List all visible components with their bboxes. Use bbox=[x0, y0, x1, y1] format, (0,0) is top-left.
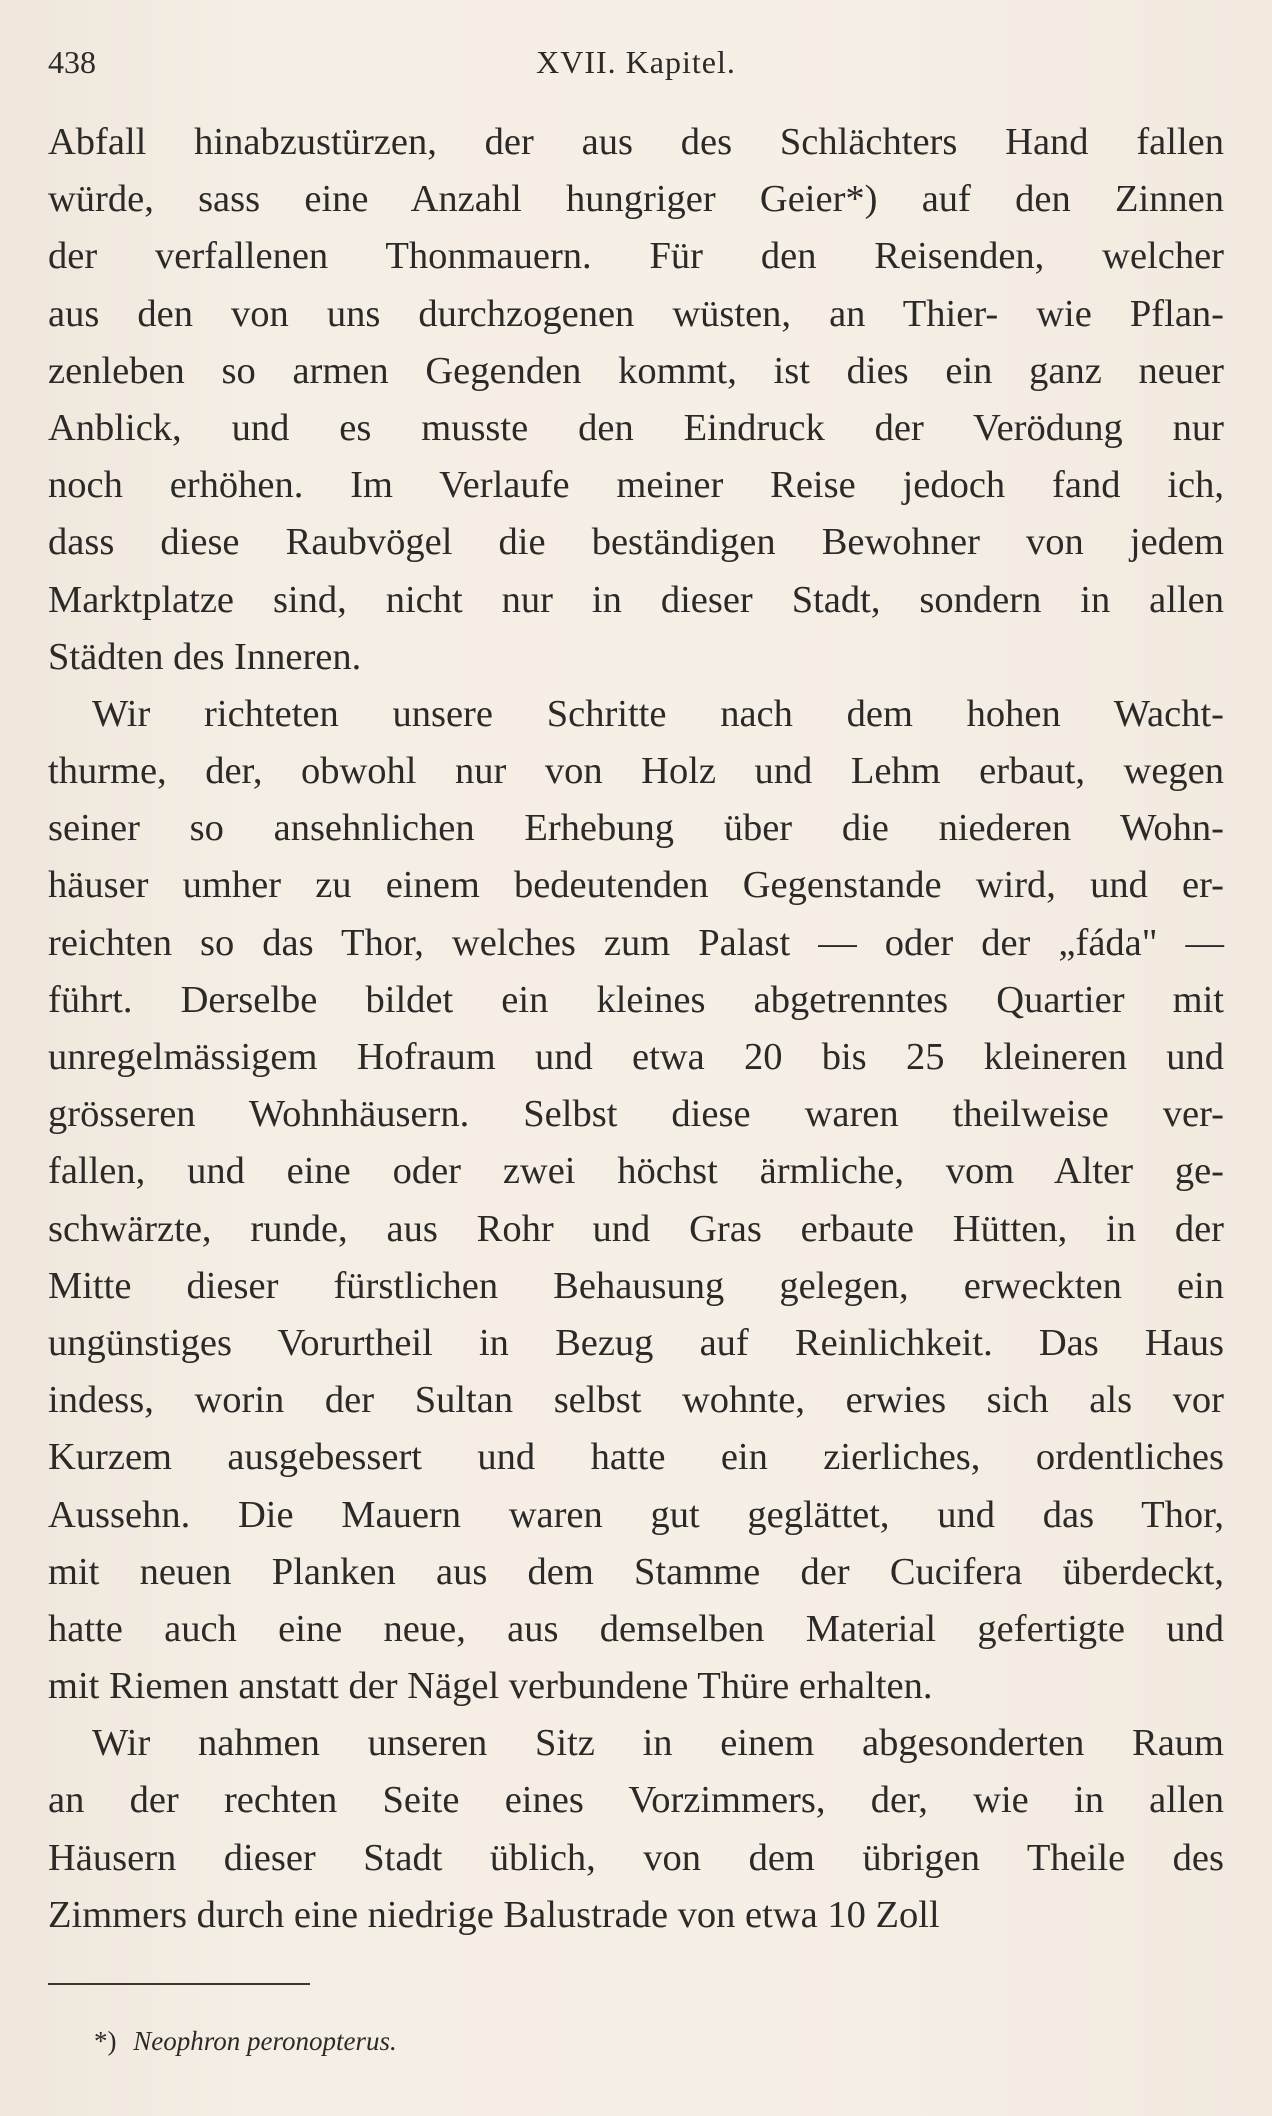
text-line: seiner so ansehnlichen Erhebung über die niederen Wohn- bbox=[48, 807, 1224, 850]
text-line: fallen, und eine oder zwei höchst ärmliche, vom Alter ge- bbox=[48, 1150, 1224, 1193]
text-line: mit Riemen anstatt der Nägel verbundene Thüre erhalten. bbox=[48, 1665, 933, 1708]
footnote-text: Neophron peronopterus. bbox=[133, 2026, 397, 2056]
footnote bbox=[94, 2026, 397, 2057]
paragraph bbox=[48, 686, 1224, 1715]
text-line: führt. Derselbe bildet ein kleines abgetrenntes Quartier mit bbox=[48, 978, 1224, 1021]
text-line: Wir nahmen unseren Sitz in einem abgesonderten Raum bbox=[92, 1722, 1224, 1765]
text-line: Marktplatze sind, nicht nur in dieser Stadt, sondern in allen bbox=[48, 578, 1224, 621]
text-line: mit neuen Planken aus dem Stamme der Cucifera überdeckt, bbox=[48, 1550, 1224, 1593]
text-line: der verfallenen Thonmauern. Für den Reisenden, welcher bbox=[48, 235, 1224, 278]
chapter-heading: XVII. Kapitel. bbox=[536, 44, 736, 80]
text-line: aus den von uns durchzogenen wüsten, an Thier- wie Pflan- bbox=[48, 292, 1224, 335]
text-line: unregelmässigem Hofraum und etwa 20 bis 25 kleineren und bbox=[48, 1036, 1224, 1078]
text-line: Wir richteten unsere Schritte nach dem hohen Wacht- bbox=[92, 692, 1224, 735]
text-line: häuser umher zu einem bedeutenden Gegenstande wird, und er- bbox=[48, 864, 1224, 907]
text-line: dass diese Raubvögel die beständigen Bewohner von jedem bbox=[48, 521, 1224, 564]
text-line: Städten des Inneren. bbox=[48, 635, 362, 678]
paragraph bbox=[48, 1715, 1224, 1944]
paragraph bbox=[48, 114, 1224, 686]
text-line: an der rechten Seite eines Vorzimmers, der, wie in allen bbox=[48, 1779, 1224, 1822]
text-line: Mitte dieser fürstlichen Behausung gelegen, erweckten ein bbox=[48, 1264, 1224, 1307]
text-line: Häusern dieser Stadt üblich, von dem übrigen Theile des bbox=[48, 1836, 1224, 1879]
text-line: zenleben so armen Gegenden kommt, ist dies ein ganz neuer bbox=[48, 349, 1224, 392]
text-line: grösseren Wohnhäusern. Selbst diese waren theilweise ver- bbox=[48, 1093, 1224, 1136]
text-line: Abfall hinabzustürzen, der aus des Schlächters Hand fallen bbox=[48, 121, 1224, 163]
text-line: hatte auch eine neue, aus demselben Material gefertigte und bbox=[48, 1607, 1224, 1650]
footnote-rule bbox=[48, 1983, 310, 1985]
footnote-marker: *) bbox=[94, 2026, 117, 2056]
text-line: Kurzem ausgebessert und hatte ein zierliches, ordentliches bbox=[48, 1436, 1224, 1479]
text-line: würde, sass eine Anzahl hungriger Geier*) auf den Zinnen bbox=[48, 178, 1224, 221]
text-line: reichten so das Thor, welches zum Palast — oder der „fáda" — bbox=[48, 921, 1224, 964]
text-line: thurme, der, obwohl nur von Holz und Lehm erbaut, wegen bbox=[48, 750, 1224, 793]
text-line: Zimmers durch eine niedrige Balustrade von etwa 10 Zoll bbox=[48, 1893, 940, 1936]
text-line: schwärzte, runde, aus Rohr und Gras erbaute Hütten, in der bbox=[48, 1207, 1224, 1250]
text-line: Aussehn. Die Mauern waren gut geglättet, und das Thor, bbox=[48, 1493, 1224, 1536]
text-line: noch erhöhen. Im Verlaufe meiner Reise jedoch fand ich, bbox=[48, 464, 1224, 507]
text-line: indess, worin der Sultan selbst wohnte, erwies sich als vor bbox=[48, 1379, 1224, 1422]
text-line: ungünstiges Vorurtheil in Bezug auf Reinlichkeit. Das Haus bbox=[48, 1321, 1224, 1364]
body-text bbox=[48, 114, 1224, 1944]
text-line: Anblick, und es musste den Eindruck der Verödung nur bbox=[48, 406, 1224, 449]
page-number: 438 bbox=[48, 44, 96, 80]
running-head bbox=[48, 44, 1224, 84]
